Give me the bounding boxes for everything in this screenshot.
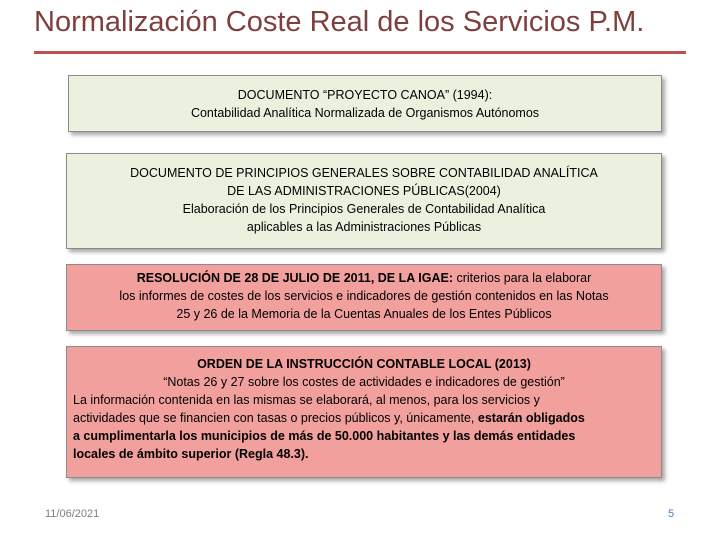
page-number: 5 <box>668 508 675 520</box>
slide-title: Normalización Coste Real de los Servicios P.M. <box>34 6 645 38</box>
box-text-bold: estarán obligados <box>477 411 585 425</box>
box-resolucion-igae <box>66 264 662 331</box>
box-text: Contabilidad Analítica Normalizada de Organismos Autónomos <box>190 106 540 120</box>
box-principios-generales <box>66 153 662 249</box>
box-orden-icl <box>66 346 662 478</box>
box-text: Elaboración de los Principios Generales de Contabilidad Analítica <box>182 202 546 216</box>
footer-date: 11/06/2021 <box>45 508 100 520</box>
box-heading: ORDEN DE LA INSTRUCCIÓN CONTABLE LOCAL (2013) <box>197 357 531 371</box>
box-heading-cont: DE LAS ADMINISTRACIONES PÚBLICAS(2004) <box>227 184 501 198</box>
box-text-cont: los informes de costes de los servicios e indicadores de gestión contenidos en las Notas <box>119 289 609 303</box>
box-heading: DOCUMENTO DE PRINCIPIOS GENERALES SOBRE CONTABILIDAD ANALÍTICA <box>130 166 598 180</box>
box-text-normal: actividades que se financien con tasas o precios públicos y, únicamente, <box>73 411 478 425</box>
box-text-cont: aplicables a las Administraciones Públicas <box>246 220 482 234</box>
box-heading: RESOLUCIÓN DE 28 DE JULIO DE 2011, DE LA IGAE: <box>136 271 453 285</box>
box-text-cont <box>67 409 661 427</box>
box-subheading: “Notas 26 y 27 sobre los costes de actividades e indicadores de gestión” <box>163 375 565 389</box>
title-underline <box>34 51 686 54</box>
box-text-cont: locales de ámbito superior (Regla 48.3). <box>73 447 309 461</box>
box-heading: DOCUMENTO “PROYECTO CANOA” (1994): <box>237 88 493 102</box>
box-text: La información contenida en las mismas se elaborará, al menos, para los servicios y <box>73 393 540 407</box>
box-text-cont: 25 y 26 de la Memoria de la Cuentas Anuales de los Entes Públicos <box>176 307 552 321</box>
box-proyecto-canoa <box>68 75 662 132</box>
box-first-line <box>67 269 661 287</box>
box-text: criterios para la elaborar <box>453 271 592 285</box>
box-text-cont: a cumplimentarla los municipios de más de 50.000 habitantes y las demás entidades <box>73 429 576 443</box>
